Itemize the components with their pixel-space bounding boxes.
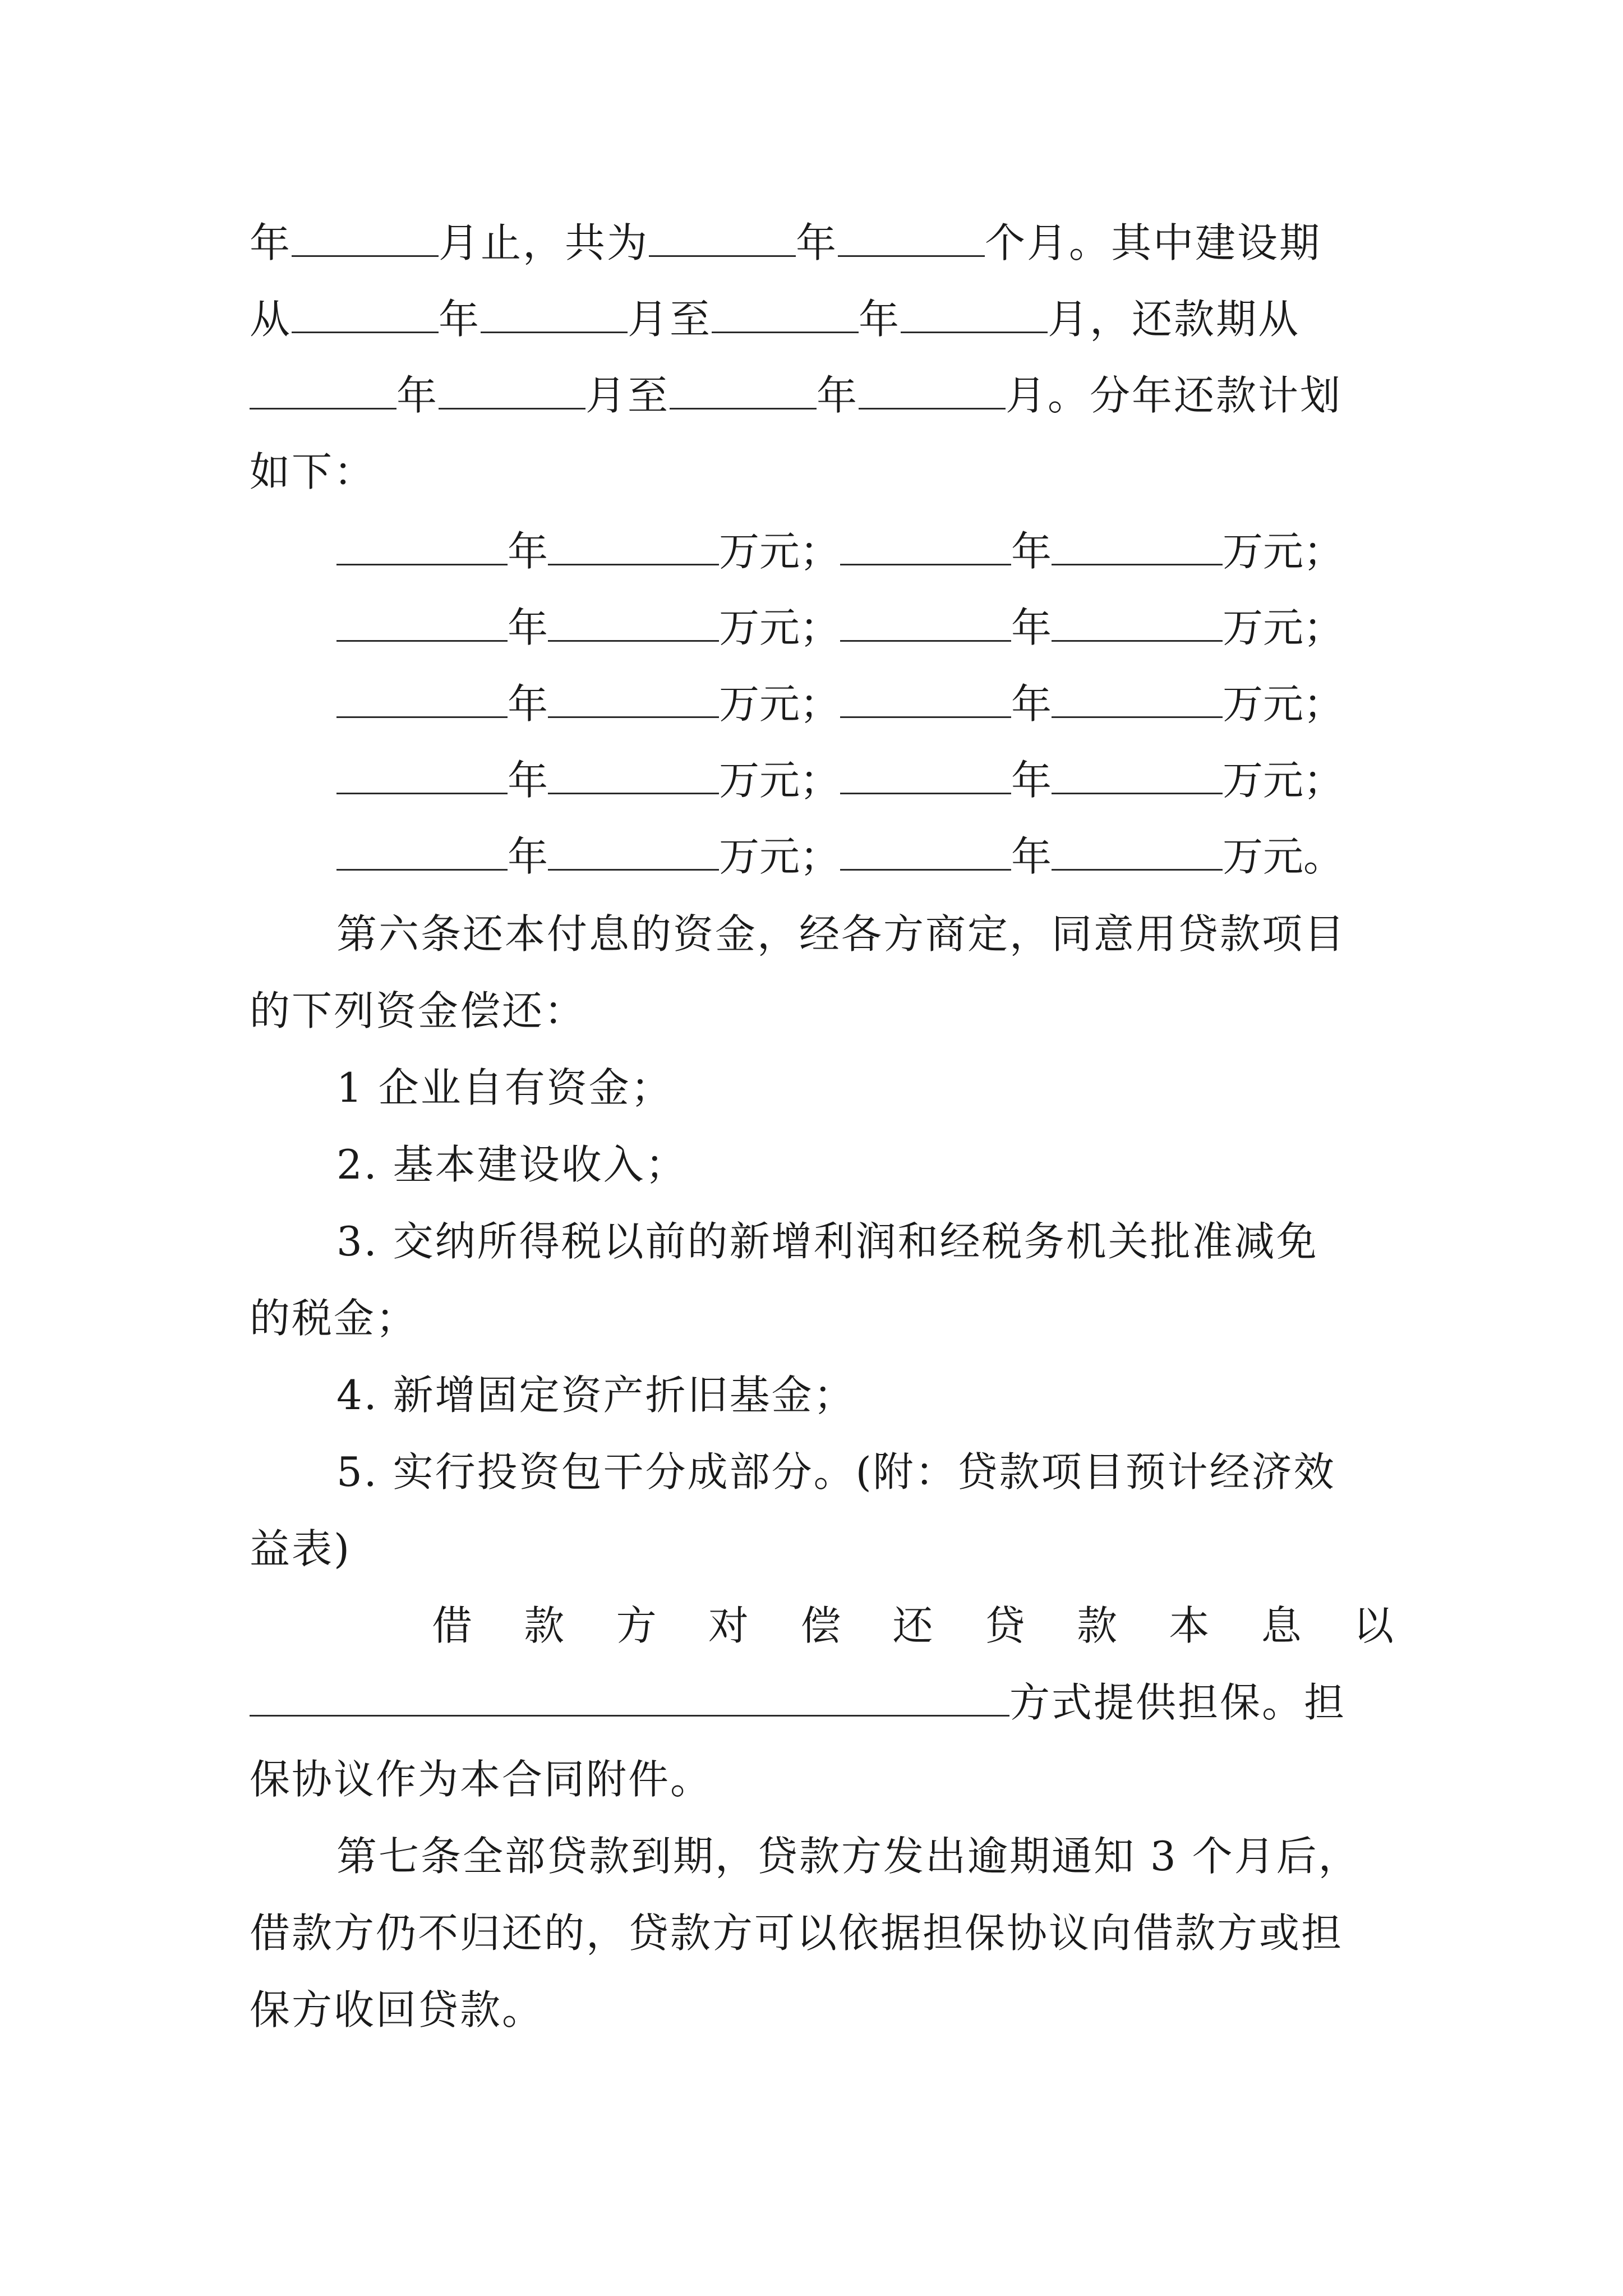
text-segment: 年 [439,296,481,343]
article-7-line-1: 第七条全部贷款到期，贷款方发出逾期通知 3 个月后， [336,1833,1361,1880]
year-blank [840,529,1011,565]
year-label: 年 [508,680,548,728]
fill-blank [712,297,859,333]
year-blank [336,834,508,871]
text-char: 息 [1261,1602,1302,1649]
schedule-row [336,515,1402,588]
fill-blank [901,297,1048,333]
text-segment: 方式提供担保。担 [1009,1679,1347,1726]
text-line-1 [250,206,1394,279]
article-7-line-3: 保方收回贷款。 [250,1986,545,2033]
fill-blank [292,220,439,257]
year-label: 年 [508,833,548,880]
article-7-line-2: 借款方仍不归还的，贷款方可以依据担保协议向借款方或担 [250,1910,1344,1957]
amount-label: 万元； [1223,604,1344,651]
year-blank [840,682,1011,718]
amount-label: 万元； [719,528,841,575]
amount-blank [1052,758,1223,794]
list-item-5-cont: 益表) [250,1525,352,1572]
guarantee-line-3: 保协议作为本合同附件。 [250,1756,713,1803]
fill-blank [481,297,628,333]
text-line-3 [250,359,1394,432]
text-char: 款 [524,1602,565,1649]
text-segment: 年 [817,372,859,419]
text-char: 方 [616,1602,657,1649]
text-segment: 年 [796,219,838,266]
amount-label: 万元； [1223,757,1344,804]
amount-label: 万元； [719,680,841,728]
text-segment: 月止，共为 [439,219,649,266]
year-label: 年 [1011,757,1052,804]
text-segment: 月至 [585,372,670,419]
fill-blank [859,373,1006,409]
article-6-line-2: 的下列资金偿还： [250,987,587,1034]
list-item-1: 1 企业自有资金； [336,1064,673,1111]
list-item-5: 5. 实行投资包干分成部分。(附：贷款项目预计经济效 [336,1448,1336,1496]
year-blank [336,529,508,565]
text-char: 还 [892,1602,933,1649]
year-label: 年 [508,757,548,804]
fill-blank [649,220,796,257]
amount-label: 万元； [1223,528,1344,575]
year-label: 年 [1011,528,1052,575]
amount-blank [1052,605,1223,642]
schedule-row [336,591,1402,664]
text-char: 本 [1169,1602,1210,1649]
amount-blank [1052,834,1223,871]
amount-blank [548,758,719,794]
year-label: 年 [1011,833,1052,880]
year-blank [840,834,1011,871]
text-line-2 [250,283,1394,356]
amount-blank [548,834,719,871]
amount-blank [1052,682,1223,718]
schedule-row [336,668,1402,740]
list-item-3-cont: 的税金； [250,1295,418,1342]
article-6-line-1: 第六条还本付息的资金，经各方商定，同意用贷款项目 [336,910,1347,958]
amount-label: 万元； [719,604,841,651]
text-segment: 年 [859,296,901,343]
amount-label: 万元； [1223,680,1344,728]
amount-label: 万元。 [1223,833,1344,880]
fill-blank [439,373,585,409]
text-segment: 月，还款期从 [1048,296,1301,343]
amount-blank [548,529,719,565]
guarantee-line-2 [250,1666,1394,1739]
amount-label: 万元； [719,833,841,880]
year-blank [336,682,508,718]
text-segment: 从 [250,296,292,343]
text-char: 以 [1353,1602,1394,1649]
schedule-row [336,744,1402,817]
amount-label: 万元； [719,757,841,804]
fill-blank [838,220,985,257]
text-segment: 年 [396,372,439,419]
guarantee-line-1 [432,1589,1394,1662]
text-char: 贷 [984,1602,1025,1649]
text-segment: 月。分年还款计划 [1006,372,1343,419]
text-segment: 月至 [628,296,712,343]
schedule-row [336,820,1402,893]
fill-blank [292,297,439,333]
text-char: 款 [1077,1602,1118,1649]
year-blank [840,605,1011,642]
year-label: 年 [1011,604,1052,651]
text-char: 对 [708,1602,749,1649]
text-segment: 年 [250,219,292,266]
year-label: 年 [1011,680,1052,728]
fill-blank [250,373,396,409]
list-item-4: 4. 新增固定资产折旧基金； [336,1372,856,1419]
fill-blank [670,373,817,409]
year-label: 年 [508,528,548,575]
amount-blank [548,682,719,718]
year-blank [336,758,508,794]
guarantee-method-blank [250,1680,1009,1717]
amount-blank [548,605,719,642]
text-segment: 如下： [250,448,376,495]
year-blank [840,758,1011,794]
text-line-4 [250,435,1394,508]
text-char: 偿 [800,1602,841,1649]
list-item-2: 2. 基本建设收入； [336,1141,688,1188]
text-segment: 个月。其中建设期 [985,219,1322,266]
list-item-3: 3. 交纳所得税以前的新增利润和经税务机关批准减免 [336,1218,1318,1265]
year-blank [336,605,508,642]
text-char: 借 [432,1602,473,1649]
amount-blank [1052,529,1223,565]
year-label: 年 [508,604,548,651]
